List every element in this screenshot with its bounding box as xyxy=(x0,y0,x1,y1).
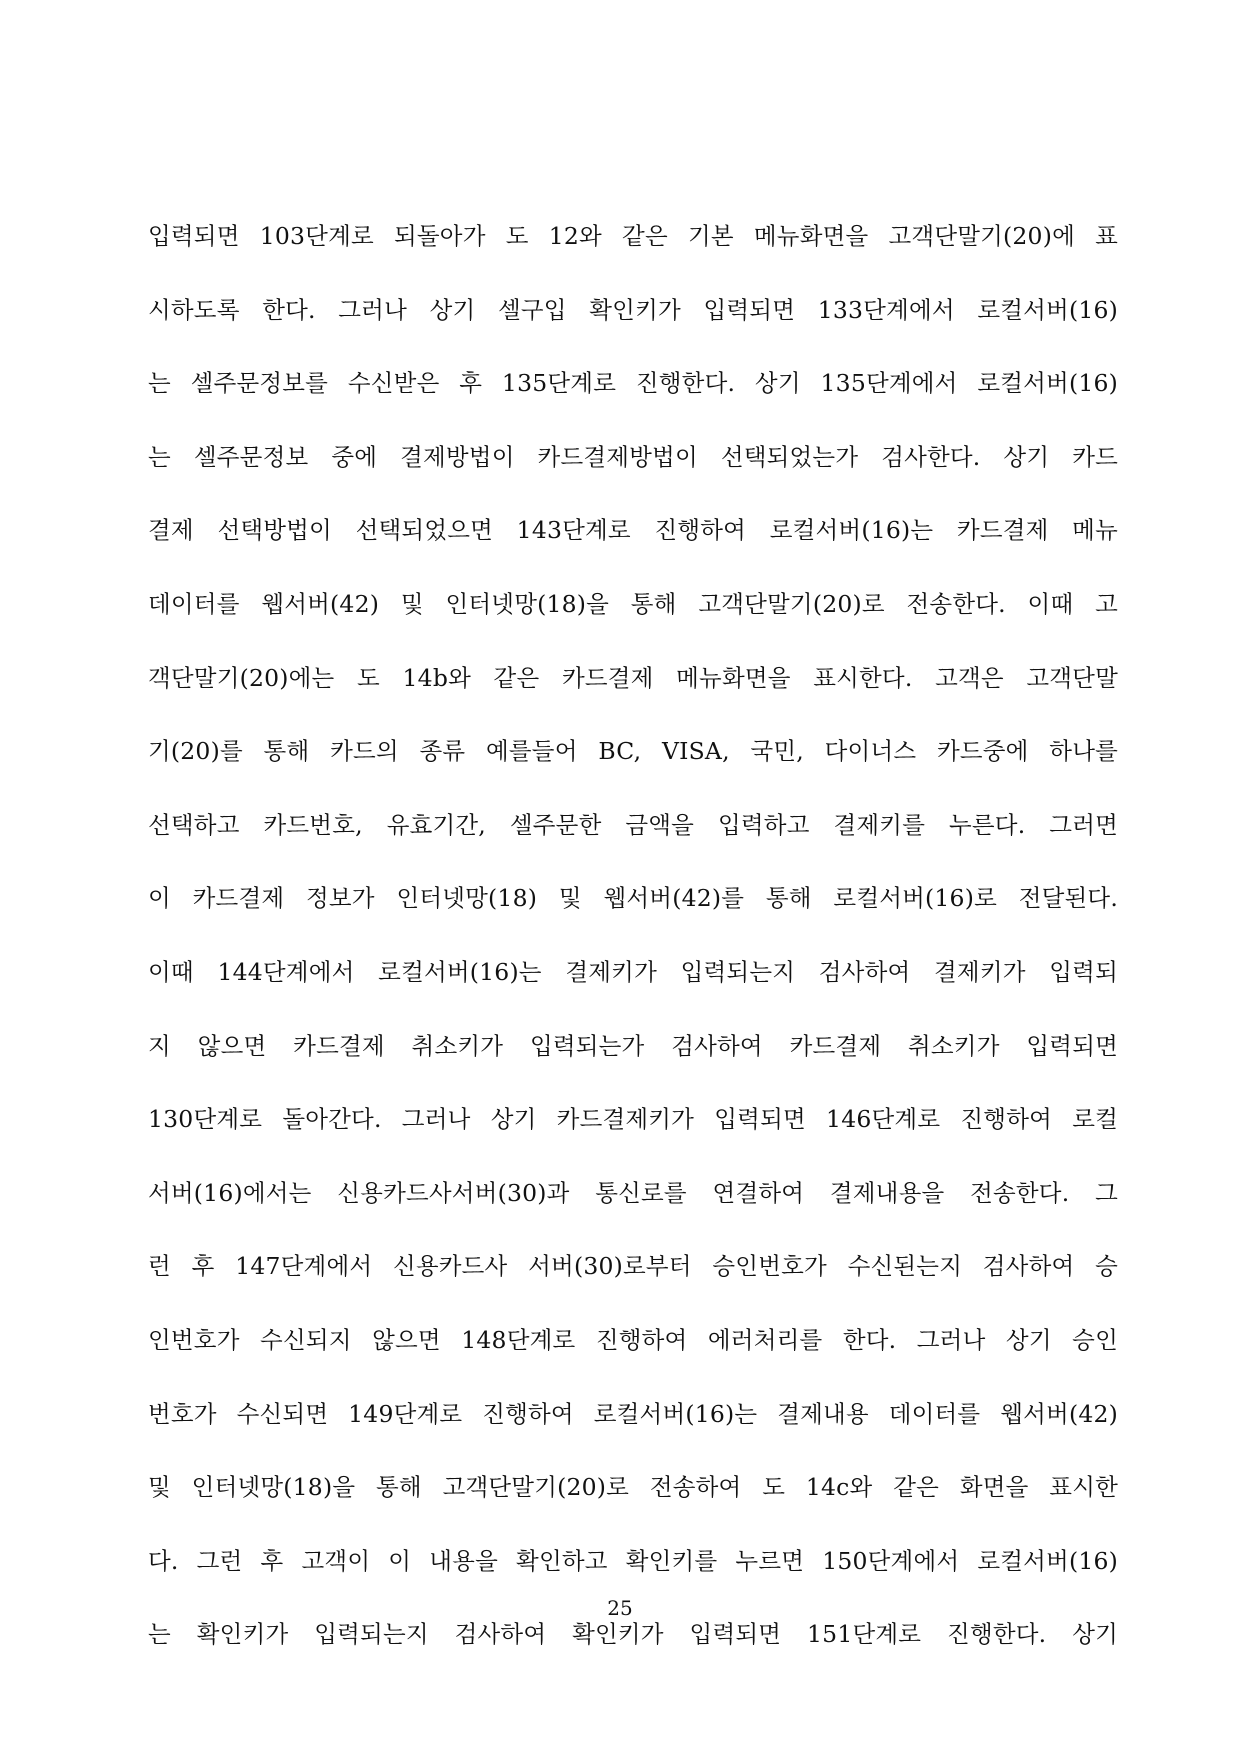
text-line: 입력되면 103단계로 되돌아가 도 12와 같은 기본 메뉴화면을 고객단말기(20)에 표 xyxy=(148,222,1118,250)
page-number: 25 xyxy=(607,1596,633,1620)
text-line: 다. 그런 후 고객이 이 내용을 확인하고 확인키를 누르면 150단계에서 로컬서버(16) xyxy=(148,1546,1118,1575)
text-line: 시하도록 한다. 그러나 상기 셀구입 확인키가 입력되면 133단계에서 로컬서버(16) xyxy=(148,295,1118,324)
text-line: 서버(16)에서는 신용카드사서버(30)과 통신로를 연결하여 결제내용을 전송한다. 그 xyxy=(148,1178,1118,1207)
text-line: 이때 144단계에서 로컬서버(16)는 결제키가 입력되는지 검사하여 결제키가 입력되 xyxy=(148,957,1118,986)
text-line: 번호가 수신되면 149단계로 진행하여 로컬서버(16)는 결제내용 데이터를 웹서버(42) xyxy=(148,1399,1118,1428)
text-line: 결제 선택방법이 선택되었으면 143단계로 진행하여 로컬서버(16)는 카드결제 메뉴 xyxy=(148,516,1118,545)
text-line: 는 셀주문정보 중에 결제방법이 카드결제방법이 선택되었는가 검사한다. 상기 카드 xyxy=(148,442,1118,471)
text-line: 130단계로 돌아간다. 그러나 상기 카드결제키가 입력되면 146단계로 진행하여 로컬 xyxy=(148,1105,1118,1134)
text-line: 객단말기(20)에는 도 14b와 같은 카드결제 메뉴화면을 표시한다. 고객은 고객단말 xyxy=(148,663,1118,692)
text-line: 기(20)를 통해 카드의 종류 예를들어 BC, VISA, 국민, 다이너스 카드중에 하나를 xyxy=(148,737,1118,766)
body-paragraph xyxy=(148,222,1118,1694)
text-line: 선택하고 카드번호, 유효기간, 셀주문한 금액을 입력하고 결제키를 누른다. 그러면 xyxy=(148,810,1118,839)
text-line: 지 않으면 카드결제 취소키가 입력되는가 검사하여 카드결제 취소키가 입력되면 xyxy=(148,1031,1118,1060)
text-line: 런 후 147단계에서 신용카드사 서버(30)로부터 승인번호가 수신된는지 검사하여 승 xyxy=(148,1252,1118,1281)
text-line: 이 카드결제 정보가 인터넷망(18) 및 웹서버(42)를 통해 로컬서버(16)로 전달된다. xyxy=(148,884,1118,913)
text-line: 인번호가 수신되지 않으면 148단계로 진행하여 에러처리를 한다. 그러나 상기 승인 xyxy=(148,1325,1118,1354)
text-line: 는 셀주문정보를 수신받은 후 135단계로 진행한다. 상기 135단계에서 로컬서버(16) xyxy=(148,369,1118,398)
text-line: 는 확인키가 입력되는지 검사하여 확인키가 입력되면 151단계로 진행한다. 상기 xyxy=(148,1620,1118,1649)
text-line: 및 인터넷망(18)을 통해 고객단말기(20)로 전송하여 도 14c와 같은 화면을 표시한 xyxy=(148,1473,1118,1502)
text-line: 데이터를 웹서버(42) 및 인터넷망(18)을 통해 고객단말기(20)로 전송한다. 이때 고 xyxy=(148,589,1118,618)
